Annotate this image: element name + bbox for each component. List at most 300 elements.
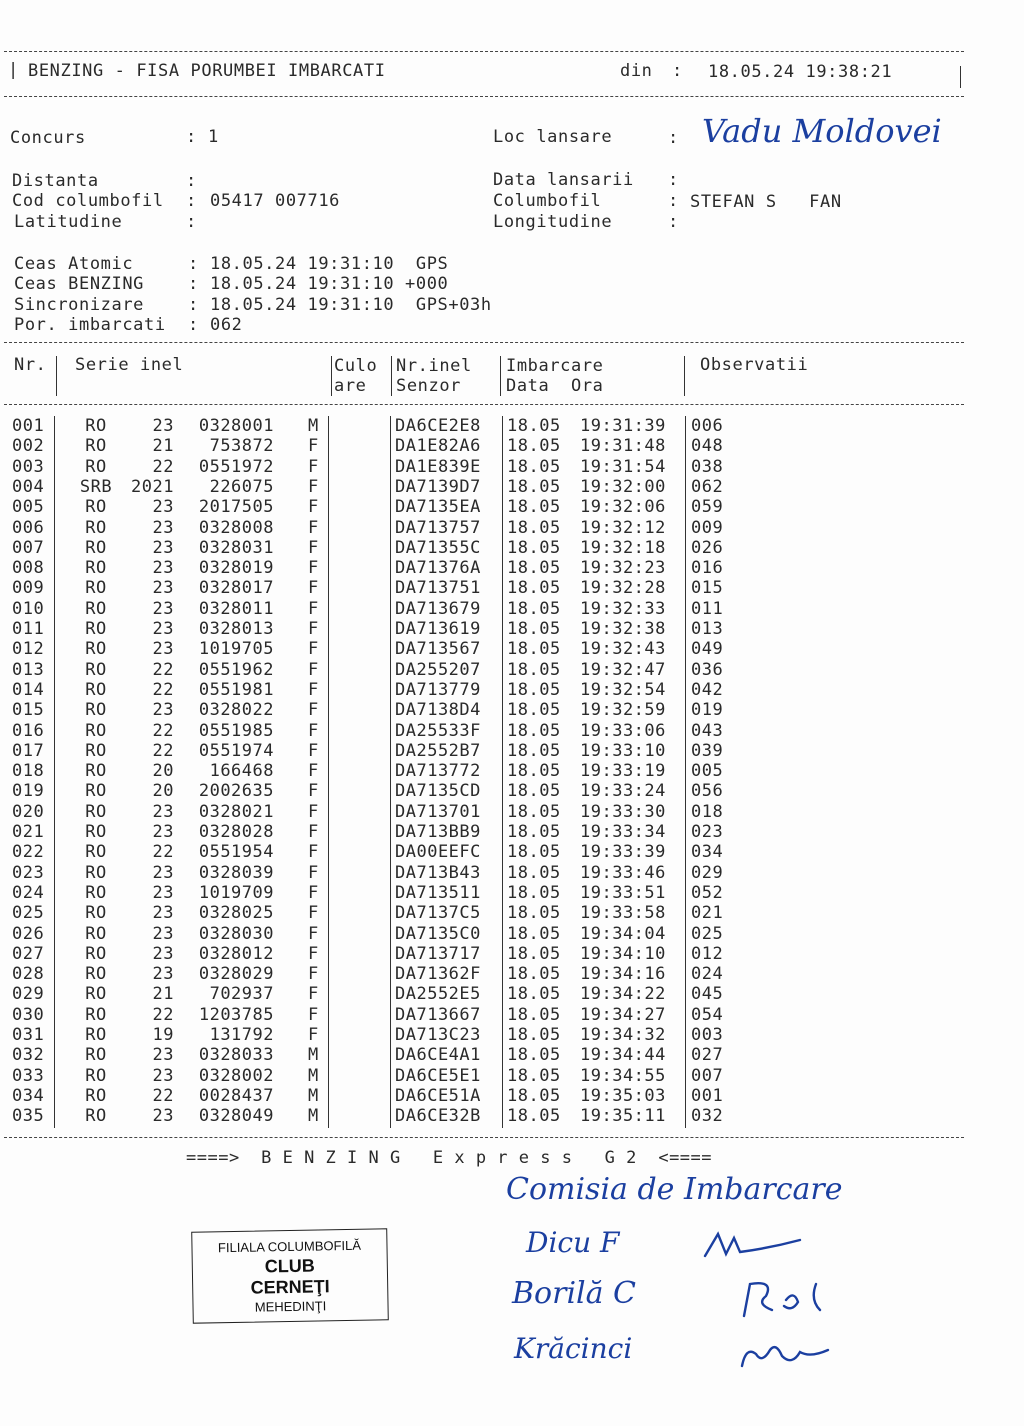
header-left-bar: |	[8, 60, 19, 80]
cell-observatii: 003	[691, 1025, 724, 1045]
cell-nr: 022	[12, 842, 45, 863]
cell-sex: F	[308, 943, 319, 964]
cell-data: 18.05	[507, 903, 561, 924]
cell-ora: 19:32:28	[580, 578, 666, 599]
cell-sex: F	[308, 984, 319, 1005]
cell-senzor: DA2552B7	[395, 740, 481, 761]
cell-sex: F	[308, 476, 319, 497]
header-divider-3	[391, 356, 392, 396]
table-row	[0, 497, 1000, 517]
cell-nr: 021	[12, 822, 45, 842]
ceas-benzing-value: 18.05.24 19:31:10 +000	[210, 274, 449, 294]
cell-nr: 023	[12, 862, 45, 883]
porumbei-imbarcati-colon: :	[188, 315, 199, 335]
cell-nr: 018	[12, 761, 45, 782]
signature-1	[700, 1226, 810, 1266]
cell-senzor: DA2552E5	[395, 984, 481, 1005]
cell-data: 18.05	[507, 1045, 561, 1066]
cell-an: 23	[152, 619, 174, 639]
porumbei-imbarcati-label: Por. imbarcati	[14, 315, 166, 335]
cell-sex: M	[308, 1106, 319, 1127]
stamp-line-1: FILIALA COLUMBOFILĂ	[217, 1237, 362, 1256]
longitudine-colon: :	[668, 212, 679, 232]
cell-ora: 19:31:48	[580, 436, 666, 457]
cell-serie: 0328025	[198, 903, 274, 924]
table-row	[0, 903, 1000, 923]
cell-serie: 753872	[209, 436, 274, 457]
cell-ora: 19:32:54	[580, 679, 666, 700]
table-row	[0, 863, 1000, 883]
cell-observatii: 032	[691, 1106, 724, 1127]
cell-tara: RO	[85, 639, 107, 660]
cell-nr: 035	[12, 1106, 45, 1127]
cell-data: 18.05	[507, 781, 561, 802]
table-row	[0, 842, 1000, 862]
cell-observatii: 016	[691, 558, 724, 579]
col-header-imbarcare-1: Imbarcare	[506, 356, 604, 376]
cell-observatii: 048	[691, 436, 724, 457]
longitudine-label: Longitudine	[493, 212, 613, 232]
header-divider-2	[331, 356, 332, 396]
cell-serie: 0028437	[198, 1085, 274, 1106]
cell-an: 22	[152, 659, 174, 680]
cell-nr: 029	[12, 984, 45, 1005]
cell-tara: RO	[85, 1085, 107, 1106]
cell-data: 18.05	[507, 416, 561, 436]
cell-ora: 19:34:10	[580, 943, 666, 964]
cell-nr: 010	[12, 598, 45, 619]
cell-sex: F	[308, 903, 319, 924]
cell-nr: 013	[12, 659, 45, 680]
data-lansarii-colon: :	[668, 170, 679, 190]
cell-sex: F	[308, 659, 319, 680]
cell-senzor: DA713679	[395, 598, 481, 619]
cell-ora: 19:34:55	[580, 1065, 666, 1086]
cell-tara: RO	[85, 882, 107, 903]
ceas-atomic-label: Ceas Atomic	[14, 254, 134, 274]
cell-an: 23	[152, 558, 174, 579]
table-row	[0, 721, 1000, 741]
cell-observatii: 018	[691, 801, 724, 822]
cell-serie: 0328021	[198, 801, 274, 822]
sincronizare-value: 18.05.24 19:31:10 GPS+03h	[210, 295, 492, 315]
cell-an: 20	[152, 761, 174, 782]
stamp-line-3: CERNEŢI	[250, 1276, 330, 1298]
cell-ora: 19:34:27	[580, 1004, 666, 1025]
cell-observatii: 054	[691, 1004, 724, 1025]
cell-data: 18.05	[507, 801, 561, 822]
cell-observatii: 009	[691, 517, 724, 538]
table-header-bottom-dashes	[4, 404, 964, 405]
cell-serie: 1203785	[198, 1004, 274, 1025]
cell-observatii: 024	[691, 964, 724, 985]
cell-nr: 015	[12, 700, 45, 721]
cell-tara: RO	[85, 456, 107, 477]
cell-serie: 0328029	[198, 964, 274, 985]
concurs-colon: :	[186, 127, 197, 147]
cell-nr: 009	[12, 578, 45, 599]
cell-an: 23	[152, 882, 174, 903]
cell-an: 23	[152, 943, 174, 964]
table-row	[0, 477, 1000, 497]
club-stamp	[191, 1228, 389, 1323]
cell-observatii: 038	[691, 456, 724, 477]
cell-tara: RO	[85, 497, 107, 518]
cell-senzor: DA00EEFC	[395, 842, 481, 863]
cell-data: 18.05	[507, 761, 561, 782]
cell-ora: 19:34:44	[580, 1045, 666, 1066]
cod-columbofil-label: Cod columbofil	[12, 191, 164, 211]
cell-senzor: DA1E839E	[395, 456, 481, 477]
cell-serie: 0328001	[198, 416, 274, 436]
cell-tara: RO	[85, 700, 107, 721]
cell-an: 23	[152, 801, 174, 822]
cell-data: 18.05	[507, 822, 561, 842]
cell-serie: 0328008	[198, 517, 274, 538]
cell-data: 18.05	[507, 1004, 561, 1025]
cell-sex: F	[308, 679, 319, 700]
cell-nr: 007	[12, 537, 45, 558]
table-row	[0, 639, 1000, 659]
cell-senzor: DA7135EA	[395, 497, 481, 518]
table-row	[0, 1025, 1000, 1045]
cell-serie: 0328017	[198, 578, 274, 599]
cell-tara: RO	[85, 1106, 107, 1127]
cell-nr: 032	[12, 1045, 45, 1066]
col-header-serie-inel: Serie inel	[75, 355, 184, 375]
cell-senzor: DA713751	[395, 578, 481, 599]
cell-senzor: DA7138D4	[395, 700, 481, 721]
cell-nr: 001	[12, 416, 45, 436]
cell-tara: RO	[85, 436, 107, 457]
cell-an: 20	[152, 781, 174, 802]
cell-observatii: 007	[691, 1065, 724, 1086]
cell-sex: M	[308, 1085, 319, 1106]
cell-serie: 0328049	[198, 1106, 274, 1127]
col-header-observatii: Observatii	[700, 355, 809, 375]
table-row	[0, 802, 1000, 822]
cell-an: 22	[152, 1004, 174, 1025]
cell-observatii: 021	[691, 903, 724, 924]
cell-tara: RO	[85, 740, 107, 761]
cell-an: 23	[152, 517, 174, 538]
cell-tara: RO	[85, 842, 107, 863]
cell-an: 23	[152, 700, 174, 721]
columbofil-colon: :	[668, 191, 679, 211]
cell-tara: RO	[85, 964, 107, 985]
cell-tara: RO	[85, 558, 107, 579]
cell-sex: M	[308, 1065, 319, 1086]
distanta-colon: :	[186, 171, 197, 191]
cell-an: 23	[152, 537, 174, 558]
cell-nr: 019	[12, 781, 45, 802]
header-datetime: 18.05.24 19:38:21	[708, 62, 893, 82]
cell-senzor: DA713757	[395, 517, 481, 538]
cell-tara: RO	[85, 923, 107, 944]
cell-ora: 19:33:39	[580, 842, 666, 863]
cell-ora: 19:32:00	[580, 476, 666, 497]
cell-nr: 017	[12, 740, 45, 761]
cell-sex: F	[308, 761, 319, 782]
table-row	[0, 1045, 1000, 1065]
cell-sex: F	[308, 639, 319, 660]
cell-data: 18.05	[507, 476, 561, 497]
cell-serie: 0328031	[198, 537, 274, 558]
cell-ora: 19:32:38	[580, 619, 666, 639]
cell-tara: RO	[85, 822, 107, 842]
cell-serie: 0328030	[198, 923, 274, 944]
table-row	[0, 761, 1000, 781]
header-divider-1	[56, 356, 57, 396]
cell-nr: 028	[12, 964, 45, 985]
cell-nr: 008	[12, 558, 45, 579]
cell-ora: 19:32:06	[580, 497, 666, 518]
cell-tara: RO	[85, 537, 107, 558]
cell-data: 18.05	[507, 984, 561, 1005]
cell-serie: 0328011	[198, 598, 274, 619]
cell-nr: 027	[12, 943, 45, 964]
cell-ora: 19:33:30	[580, 801, 666, 822]
cell-an: 23	[152, 822, 174, 842]
table-row	[0, 538, 1000, 558]
cell-sex: F	[308, 964, 319, 985]
header-top-dashes	[4, 51, 964, 52]
cell-tara: RO	[85, 1025, 107, 1045]
cell-data: 18.05	[507, 517, 561, 538]
stamp-line-2: CLUB	[264, 1255, 315, 1277]
cell-nr: 012	[12, 639, 45, 660]
cell-serie: 0328022	[198, 700, 274, 721]
cell-ora: 19:32:47	[580, 659, 666, 680]
cell-nr: 011	[12, 619, 45, 639]
cell-ora: 19:32:12	[580, 517, 666, 538]
cell-observatii: 012	[691, 943, 724, 964]
table-row	[0, 741, 1000, 761]
stamp-line-4: MEHEDINŢI	[254, 1298, 327, 1315]
cell-serie: 0328013	[198, 619, 274, 639]
cell-an: 22	[152, 679, 174, 700]
cell-tara: RO	[85, 903, 107, 924]
cell-tara: RO	[85, 984, 107, 1005]
cell-nr: 024	[12, 882, 45, 903]
cell-serie: 0328033	[198, 1045, 274, 1066]
cell-data: 18.05	[507, 1106, 561, 1127]
cell-tara: RO	[85, 720, 107, 741]
cell-an: 23	[152, 639, 174, 660]
columbofil-value: STEFAN S FAN	[690, 192, 842, 212]
table-row	[0, 822, 1000, 842]
cell-sex: F	[308, 1004, 319, 1025]
col-header-nr-inel-1: Nr.inel	[396, 356, 472, 376]
cell-senzor: DA7137C5	[395, 903, 481, 924]
handwritten-member-1: Dicu F	[526, 1226, 620, 1259]
header-din-label: din	[620, 61, 653, 81]
handwritten-commission-title: Comisia de Imbarcare	[506, 1172, 843, 1207]
cell-data: 18.05	[507, 1065, 561, 1086]
cell-nr: 026	[12, 923, 45, 944]
cell-an: 23	[152, 1106, 174, 1127]
cell-an: 22	[152, 740, 174, 761]
table-row	[0, 619, 1000, 639]
cell-serie: 0328012	[198, 943, 274, 964]
header-right-bar	[960, 66, 961, 88]
signature-3	[736, 1332, 836, 1372]
cell-tara: RO	[85, 761, 107, 782]
cell-tara: RO	[85, 1045, 107, 1066]
cell-ora: 19:31:39	[580, 416, 666, 436]
cell-observatii: 045	[691, 984, 724, 1005]
cell-sex: F	[308, 436, 319, 457]
cell-data: 18.05	[507, 619, 561, 639]
col-header-imbarcare-2: Data Ora	[506, 376, 604, 396]
cell-senzor: DA713C23	[395, 1025, 481, 1045]
cell-serie: 0551981	[198, 679, 274, 700]
cell-serie: 0328019	[198, 558, 274, 579]
header-divider-4	[500, 356, 501, 396]
cell-nr: 034	[12, 1085, 45, 1106]
cell-an: 2021	[131, 476, 174, 497]
cell-tara: RO	[85, 598, 107, 619]
loc-lansare-colon: :	[668, 128, 679, 148]
cell-serie: 2017505	[198, 497, 274, 518]
data-lansarii-label: Data lansarii	[493, 170, 634, 190]
cell-serie: 166468	[209, 761, 274, 782]
cell-nr: 005	[12, 497, 45, 518]
sincronizare-label: Sincronizare	[14, 295, 145, 315]
porumbei-imbarcati-value: 062	[210, 315, 243, 335]
cell-tara: RO	[85, 781, 107, 802]
cell-tara: RO	[85, 517, 107, 538]
table-top-dashes	[4, 342, 964, 343]
cell-ora: 19:33:58	[580, 903, 666, 924]
cell-serie: 0551954	[198, 842, 274, 863]
cell-sex: F	[308, 720, 319, 741]
cell-ora: 19:33:46	[580, 862, 666, 883]
cell-tara: RO	[85, 1065, 107, 1086]
cell-tara: RO	[85, 578, 107, 599]
cell-nr: 020	[12, 801, 45, 822]
ceas-benzing-label: Ceas BENZING	[14, 274, 145, 294]
cell-observatii: 034	[691, 842, 724, 863]
cell-serie: 0328039	[198, 862, 274, 883]
cell-data: 18.05	[507, 700, 561, 721]
cell-observatii: 026	[691, 537, 724, 558]
cell-data: 18.05	[507, 659, 561, 680]
cell-observatii: 015	[691, 578, 724, 599]
cell-an: 21	[152, 436, 174, 457]
cell-data: 18.05	[507, 862, 561, 883]
cell-observatii: 027	[691, 1045, 724, 1066]
cell-an: 23	[152, 1065, 174, 1086]
cell-serie: 0551974	[198, 740, 274, 761]
cell-tara: RO	[85, 943, 107, 964]
cell-tara: SRB	[79, 476, 113, 497]
cell-an: 22	[152, 456, 174, 477]
cell-ora: 19:33:19	[580, 761, 666, 782]
cell-data: 18.05	[507, 1085, 561, 1106]
concurs-value: 1	[208, 127, 219, 147]
cell-an: 22	[152, 1085, 174, 1106]
table-row	[0, 518, 1000, 538]
cell-senzor: DA71355C	[395, 537, 481, 558]
cell-senzor: DA25533F	[395, 720, 481, 741]
cell-ora: 19:35:03	[580, 1085, 666, 1106]
cell-observatii: 011	[691, 598, 724, 619]
cell-an: 22	[152, 842, 174, 863]
cell-an: 23	[152, 1045, 174, 1066]
header-divider-5	[684, 356, 685, 396]
cell-serie: 702937	[209, 984, 274, 1005]
cell-serie: 226075	[209, 476, 274, 497]
cell-observatii: 001	[691, 1085, 724, 1106]
cell-ora: 19:35:11	[580, 1106, 666, 1127]
cell-senzor: DA7135CD	[395, 781, 481, 802]
cod-columbofil-colon: :	[186, 191, 197, 211]
cell-observatii: 036	[691, 659, 724, 680]
table-row	[0, 660, 1000, 680]
cell-senzor: DA1E82A6	[395, 436, 481, 457]
cell-senzor: DA6CE32B	[395, 1106, 481, 1127]
cell-serie: 0328028	[198, 822, 274, 842]
cell-tara: RO	[85, 679, 107, 700]
table-row	[0, 599, 1000, 619]
cell-observatii: 005	[691, 761, 724, 782]
cell-an: 23	[152, 964, 174, 985]
cell-senzor: DA713567	[395, 639, 481, 660]
cell-ora: 19:32:43	[580, 639, 666, 660]
cell-observatii: 029	[691, 862, 724, 883]
cell-data: 18.05	[507, 497, 561, 518]
cell-senzor: DA713772	[395, 761, 481, 782]
cell-sex: F	[308, 842, 319, 863]
table-row	[0, 700, 1000, 720]
cell-senzor: DA6CE2E8	[395, 416, 481, 436]
cell-an: 23	[152, 923, 174, 944]
table-row	[0, 457, 1000, 477]
cell-senzor: DA713717	[395, 943, 481, 964]
cell-serie: 0551972	[198, 456, 274, 477]
cell-sex: F	[308, 862, 319, 883]
cell-senzor: DA713619	[395, 619, 481, 639]
loc-lansare-label: Loc lansare	[493, 127, 613, 147]
table-row	[0, 578, 1000, 598]
concurs-label: Concurs	[10, 128, 86, 148]
cell-tara: RO	[85, 619, 107, 639]
cell-an: 19	[152, 1025, 174, 1045]
cell-nr: 004	[12, 476, 45, 497]
benzing-footer: ====> B E N Z I N G E x p r e s s G 2 <====	[186, 1148, 713, 1168]
cell-nr: 016	[12, 720, 45, 741]
cell-observatii: 052	[691, 882, 724, 903]
cell-nr: 025	[12, 903, 45, 924]
cell-tara: RO	[85, 1004, 107, 1025]
cell-observatii: 043	[691, 720, 724, 741]
cell-an: 23	[152, 862, 174, 883]
cell-sex: M	[308, 416, 319, 436]
header-bottom-dashes	[4, 96, 964, 97]
cell-observatii: 025	[691, 923, 724, 944]
cell-ora: 19:34:22	[580, 984, 666, 1005]
cell-observatii: 019	[691, 700, 724, 721]
cell-nr: 006	[12, 517, 45, 538]
cell-an: 23	[152, 598, 174, 619]
cell-an: 23	[152, 416, 174, 436]
cell-serie: 1019709	[198, 882, 274, 903]
cell-senzor: DA255207	[395, 659, 481, 680]
cell-ora: 19:33:06	[580, 720, 666, 741]
cell-an: 23	[152, 578, 174, 599]
cell-an: 23	[152, 903, 174, 924]
